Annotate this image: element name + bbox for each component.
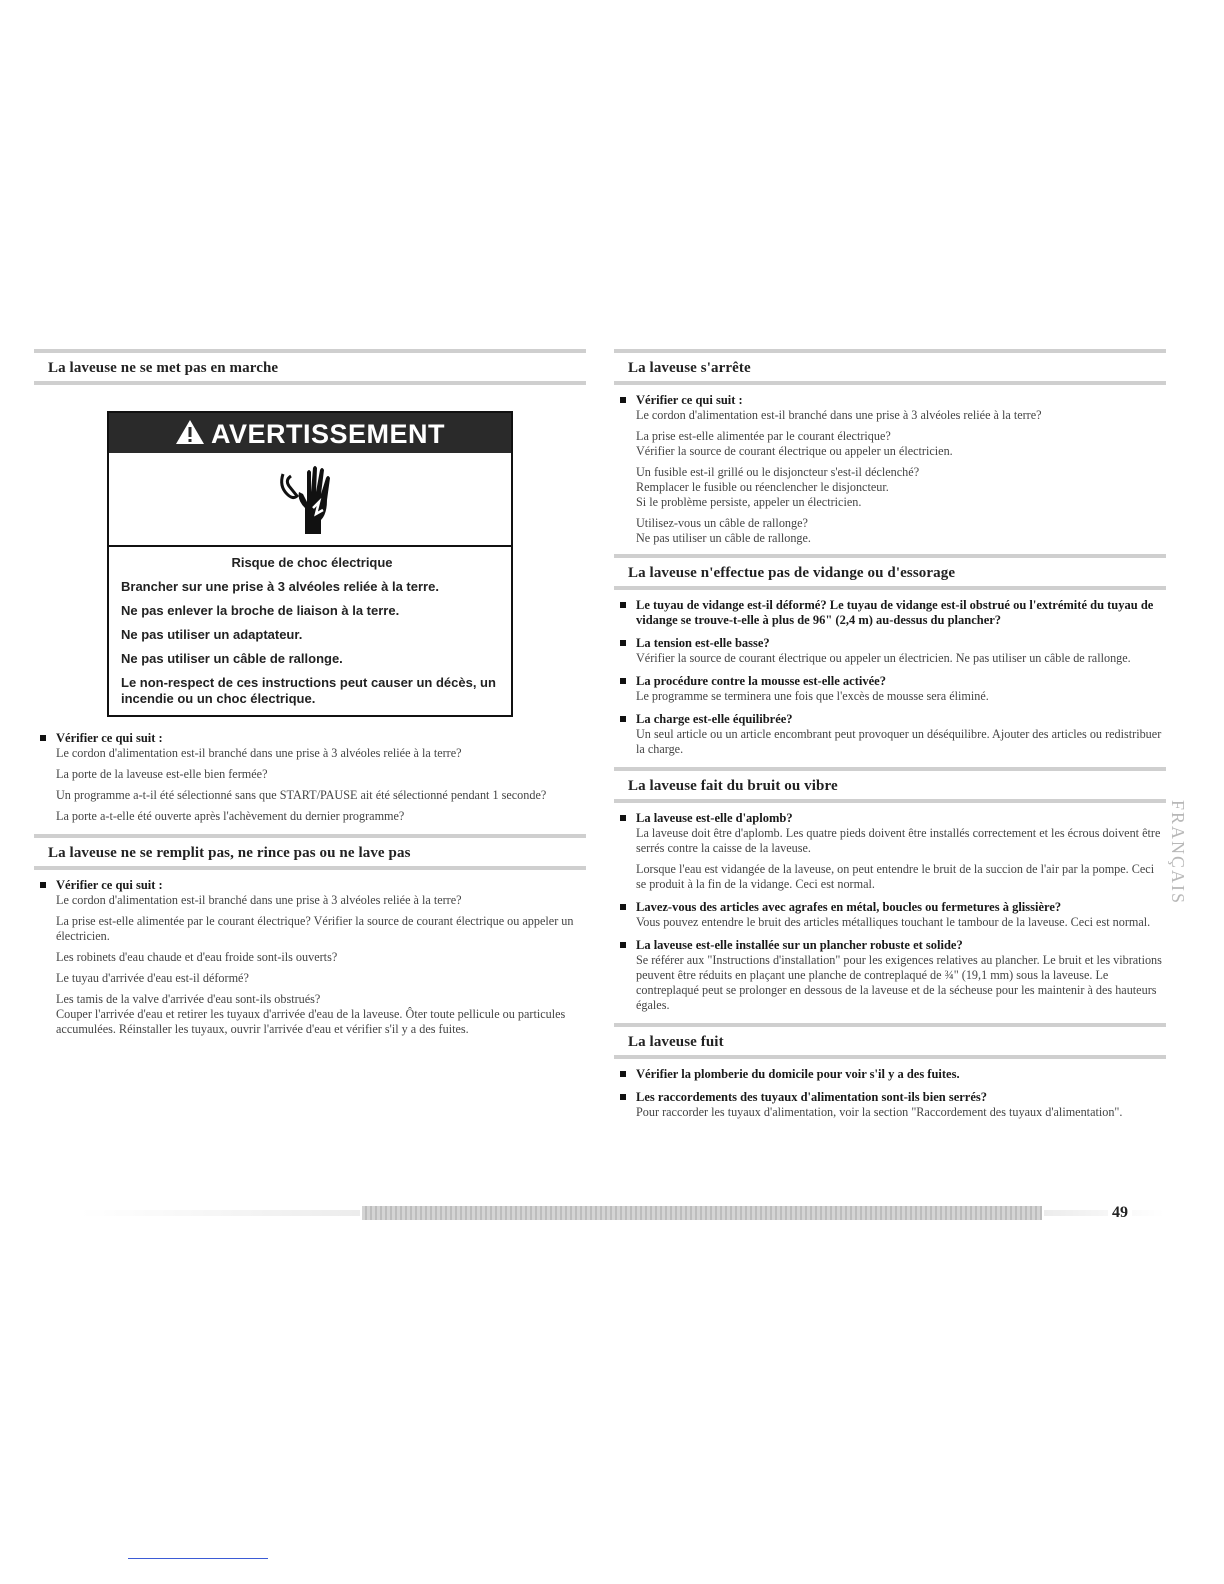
item-question: Lavez-vous des articles avec agrafes en métal, boucles ou fermetures à glissière? <box>636 900 1062 914</box>
section-heading-no-fill: La laveuse ne se remplit pas, ne rince pas ou ne lave pas <box>34 834 586 870</box>
list-item <box>614 811 1166 892</box>
item-text: Couper l'arrivée d'eau et retirer les tuyaux d'arrivée d'eau de la laveuse. Ôter toute pellicule ou particules accumulées. Réinstaller les tuyaux, ouvrir l'arrivée d'eau et vérifier s'il y a des fuites. <box>56 1007 566 1036</box>
section-heading-no-start: La laveuse ne se met pas en marche <box>34 349 586 385</box>
warning-box <box>107 411 513 717</box>
list-item <box>614 674 1166 704</box>
item-text: Utilisez-vous un câble de rallonge? <box>636 516 808 530</box>
item-text: La prise est-elle alimentée par le courant électrique? Vérifier la source de courant électrique ou appeler un électricien. <box>56 914 574 943</box>
list-item <box>34 731 586 824</box>
item-question: Vérifier ce qui suit : <box>636 393 743 407</box>
item-text: La porte a-t-elle été ouverte après l'achèvement du dernier programme? <box>56 809 405 823</box>
warning-text <box>109 547 511 715</box>
bullet-icon <box>620 640 626 646</box>
section-heading-no-drain: La laveuse n'effectue pas de vidange ou d'essorage <box>614 554 1166 590</box>
warning-icon-area <box>109 453 511 547</box>
list-item <box>614 393 1166 546</box>
item-text: Un seul article ou un article encombrant peut provoquer un déséquilibre. Ajouter des articles ou redistribuer la charge. <box>636 727 1162 756</box>
electric-shock-hand-icon <box>275 456 345 543</box>
item-text: Un fusible est-il grillé ou le disjoncteur s'est-il déclenché? <box>636 465 920 479</box>
bullet-icon <box>620 942 626 948</box>
item-text: Vérifier la source de courant électrique ou appeler un électricien. Ne pas utiliser un câble de rallonge. <box>636 651 1131 665</box>
item-question: La tension est-elle basse? <box>636 636 770 650</box>
bottom-link-rule <box>128 1558 268 1559</box>
item-text: Le cordon d'alimentation est-il branché dans une prise à 3 alvéoles reliée à la terre? <box>56 746 462 760</box>
bullet-icon <box>40 882 46 888</box>
item-text: Si le problème persiste, appeler un électricien. <box>636 495 862 509</box>
list-item <box>614 1067 1166 1082</box>
item-text: Un programme a-t-il été sélectionné sans que START/PAUSE ait été sélectionné pendant 1 seconde? <box>56 788 547 802</box>
footer-rule-right <box>1044 1210 1164 1216</box>
no-fill-checklist <box>34 878 586 1037</box>
item-text: La prise est-elle alimentée par le courant électrique? <box>636 429 891 443</box>
leaks-checklist <box>614 1067 1166 1120</box>
bullet-icon <box>620 397 626 403</box>
item-text: Les tamis de la valve d'arrivée d'eau sont-ils obstrués? <box>56 992 321 1006</box>
item-question: Le tuyau de vidange est-il déformé? Le tuyau de vidange est-il obstrué ou l'extrémité du tuyau de vidange se trouve-t-elle à plus de 96" (2,4 m) au-dessus du plancher? <box>636 598 1154 627</box>
item-text: Le tuyau d'arrivée d'eau est-il déformé? <box>56 971 249 985</box>
footer-rule-left <box>80 1210 360 1216</box>
right-column <box>614 349 1166 1120</box>
bullet-icon <box>620 716 626 722</box>
bullet-icon <box>620 815 626 821</box>
no-start-checklist <box>34 731 586 824</box>
item-text: La porte de la laveuse est-elle bien fermée? <box>56 767 268 781</box>
bullet-icon <box>620 1071 626 1077</box>
item-text: Vous pouvez entendre le bruit des articles métalliques touchant le tambour de la laveuse. Ceci est normal. <box>636 915 1151 929</box>
item-text: Ne pas utiliser un câble de rallonge. <box>636 531 811 545</box>
section-heading-noise: La laveuse fait du bruit ou vibre <box>614 767 1166 803</box>
list-item <box>34 878 586 1037</box>
page-number: 49 <box>1108 1204 1132 1222</box>
item-text: Les robinets d'eau chaude et d'eau froide sont-ils ouverts? <box>56 950 338 964</box>
warning-line: Brancher sur une prise à 3 alvéoles reliée à la terre. <box>121 579 439 594</box>
bullet-icon <box>620 1094 626 1100</box>
warning-line: Ne pas utiliser un câble de rallonge. <box>121 651 343 666</box>
noise-checklist <box>614 811 1166 1013</box>
warning-line: Ne pas utiliser un adaptateur. <box>121 627 303 642</box>
footer-bar <box>362 1206 1042 1220</box>
item-question: La laveuse est-elle installée sur un plancher robuste et solide? <box>636 938 963 952</box>
list-item <box>614 712 1166 757</box>
warning-line: Ne pas enlever la broche de liaison à la terre. <box>121 603 400 618</box>
item-text: Se référer aux "Instructions d'installation" pour les exigences relatives au plancher. Le bruit et les vibrations peuvent être réduits en plaçant une planche de contreplaqué de ¾" (19,1 mm) sous la laveuse. Le contreplaqué peut se prolonger en dessous de la laveuse et de la sécheuse pour les maintenir à des hauteurs égales. <box>636 953 1162 1012</box>
stops-checklist <box>614 393 1166 546</box>
bullet-icon <box>620 678 626 684</box>
item-question: Vérifier la plomberie du domicile pour voir s'il y a des fuites. <box>636 1067 960 1081</box>
item-text: Remplacer le fusible ou réenclencher le disjoncteur. <box>636 480 889 494</box>
item-text: Vérifier la source de courant électrique ou appeler un électricien. <box>636 444 953 458</box>
item-question: La procédure contre la mousse est-elle activée? <box>636 674 886 688</box>
warning-banner-text: AVERTISSEMENT <box>210 419 446 449</box>
section-heading-leaks: La laveuse fuit <box>614 1023 1166 1059</box>
warning-title: Risque de choc électrique <box>231 555 393 570</box>
bullet-icon <box>40 735 46 741</box>
section-heading-stops: La laveuse s'arrête <box>614 349 1166 385</box>
item-text: Le programme se terminera une fois que l'excès de mousse sera éliminé. <box>636 689 989 703</box>
list-item <box>614 938 1166 1013</box>
bullet-icon <box>620 904 626 910</box>
item-question: Les raccordements des tuyaux d'alimentation sont-ils bien serrés? <box>636 1090 988 1104</box>
list-item <box>614 1090 1166 1120</box>
language-side-label: FRANÇAIS <box>1168 800 1188 906</box>
list-item <box>614 636 1166 666</box>
item-question: Vérifier ce qui suit : <box>56 878 163 892</box>
item-question: Vérifier ce qui suit : <box>56 731 163 745</box>
warning-triangle-icon <box>175 415 205 457</box>
item-text: Le cordon d'alimentation est-il branché dans une prise à 3 alvéoles reliée à la terre? <box>56 893 462 907</box>
list-item <box>614 900 1166 930</box>
item-question: La charge est-elle équilibrée? <box>636 712 793 726</box>
item-text: Le cordon d'alimentation est-il branché dans une prise à 3 alvéoles reliée à la terre? <box>636 408 1042 422</box>
item-text: Lorsque l'eau est vidangée de la laveuse, on peut entendre le bruit de la succion de l'air par la pompe. Ceci se produit à la fin de la vidange. Ceci est normal. <box>636 862 1155 891</box>
list-item <box>614 598 1166 628</box>
bullet-icon <box>620 602 626 608</box>
warning-consequence: Le non-respect de ces instructions peut causer un décès, un incendie ou un choc électrique. <box>121 675 496 706</box>
item-text: La laveuse doit être d'aplomb. Les quatre pieds doivent être installés correctement et les écrous doivent être serrés contre la caisse de la laveuse. <box>636 826 1161 855</box>
warning-banner <box>109 413 511 453</box>
left-column <box>34 349 586 1037</box>
item-question: La laveuse est-elle d'aplomb? <box>636 811 793 825</box>
item-text: Pour raccorder les tuyaux d'alimentation, voir la section "Raccordement des tuyaux d'alimentation". <box>636 1105 1123 1119</box>
no-drain-checklist <box>614 598 1166 757</box>
